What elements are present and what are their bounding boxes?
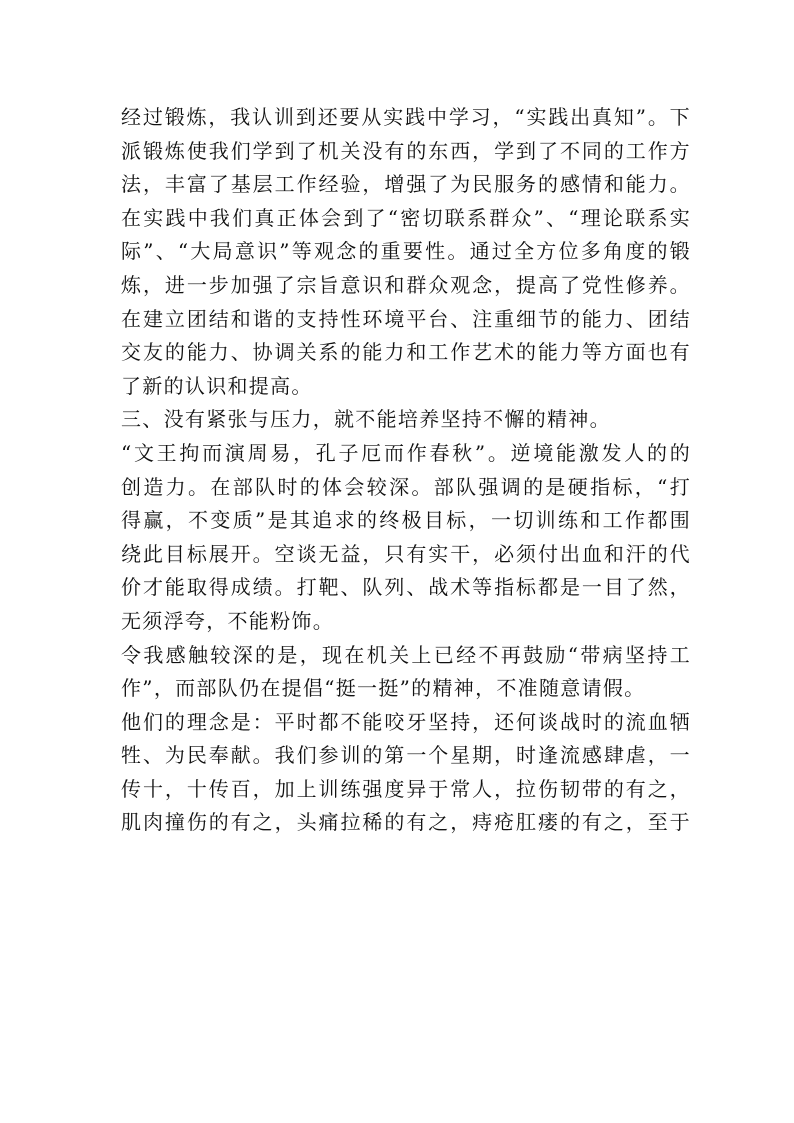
text-line: 绕此目标展开。空谈无益，只有实干，必须付出血和汗的代 [121,541,691,566]
section-heading: 三、没有紧张与压力，就不能培养坚持不懈的精神。 [121,407,611,432]
text-line: 创造力。在部队时的体会较深。部队强调的是硬指标，“打 [121,474,691,499]
text-line: 牲、为民奉献。我们参训的第一个星期，时逢流感肆虐，一 [121,743,691,768]
text-line: 无须浮夸，不能粉饰。 [121,608,334,633]
text-line: 肌肉撞伤的有之，头痛拉稀的有之，痔疮肛瘘的有之，至于 [121,810,691,835]
text-line: 际”、“大局意识”等观念的重要性。通过全方位多角度的锻 [121,239,691,264]
text-line: 经过锻炼，我认训到还要从实践中学习，“实践出真知”。下 [121,105,691,129]
text-line: “文王拘而演周易，孔子厄而作春秋”。逆境能激发人的的 [121,440,691,465]
text-line: 在实践中我们真正体会到了“密切联系群众”、“理论联系实 [121,205,691,230]
text-line: 传十，十传百，加上训练强度异于常人，拉伤韧带的有之， [121,776,691,801]
text-line: 派锻炼使我们学到了机关没有的东西，学到了不同的工作方 [121,138,691,163]
text-line: 法，丰富了基层工作经验，增强了为民服务的感情和能力。 [121,172,691,197]
text-line: 令我感触较深的是，现在机关上已经不再鼓励“带病坚持工 [121,642,691,667]
text-line: 炼，进一步加强了宗旨意识和群众观念，提高了党性修养。 [121,272,691,297]
text-line: 了新的认识和提高。 [121,373,313,398]
text-line: 他们的理念是：平时都不能咬牙坚持，还何谈战时的流血牺 [121,709,691,734]
text-line: 作”，而部队仍在提倡“挺一挺”的精神，不准随意请假。 [121,676,646,701]
text-line: 得赢，不变质”是其追求的终极目标，一切训练和工作都围 [121,508,691,533]
text-line: 交友的能力、协调关系的能力和工作艺术的能力等方面也有 [121,340,691,365]
text-line: 价才能取得成绩。打靶、队列、战术等指标都是一目了然， [121,575,691,600]
text-line: 在建立团结和谐的支持性环境平台、注重细节的能力、团结 [121,306,691,331]
body-text [121,101,691,840]
